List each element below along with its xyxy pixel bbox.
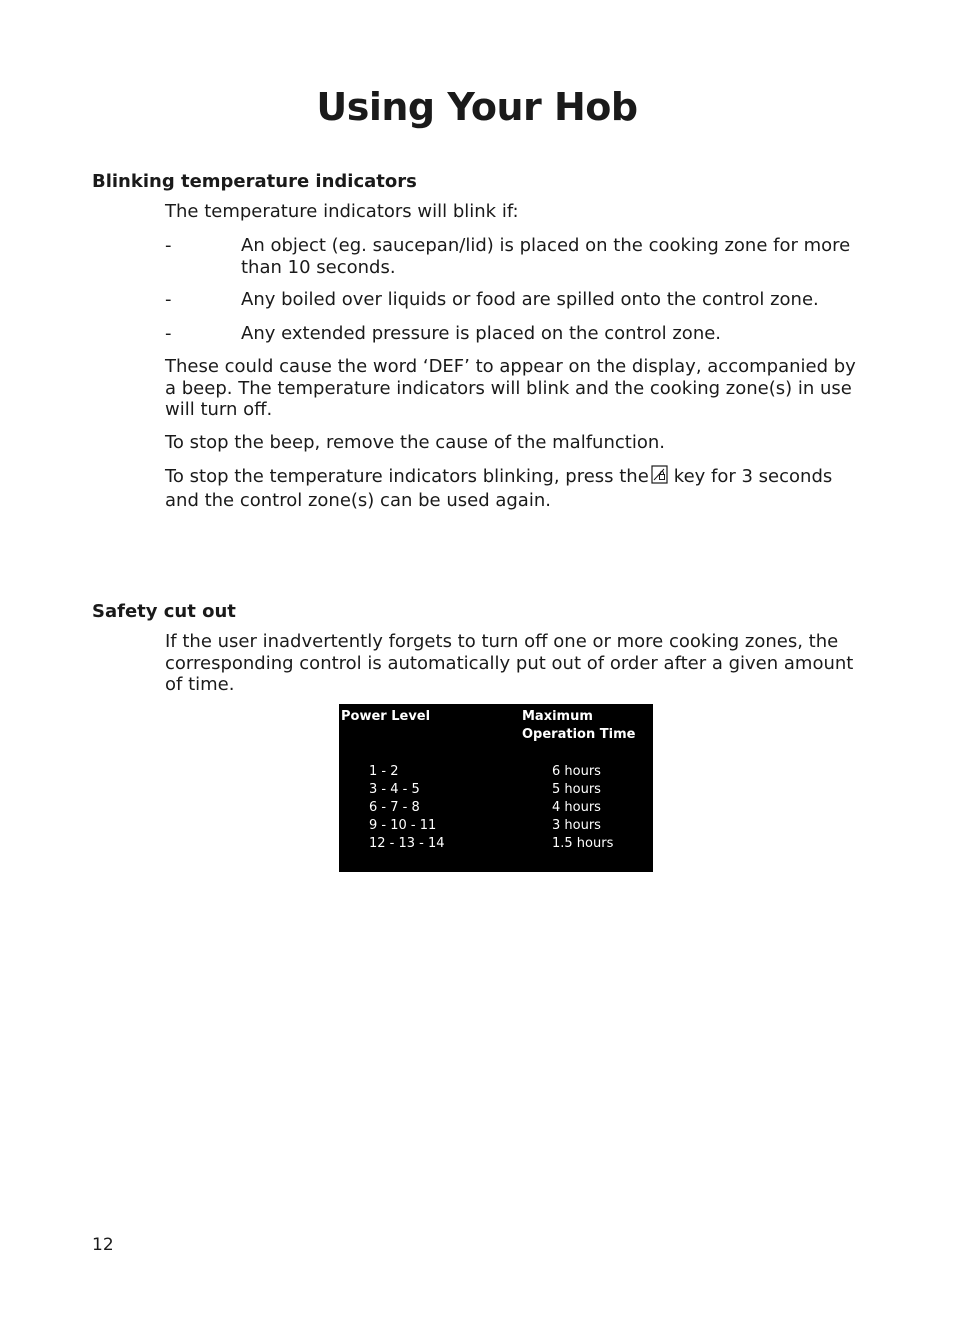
bullet-text: Any boiled over liquids or food are spilled onto the control zone.: [241, 289, 819, 310]
key-lock-icon: [651, 465, 668, 490]
table-column-time: [552, 763, 613, 853]
list-item: [165, 289, 865, 311]
key-paragraph: [165, 465, 865, 511]
table-cell-power: 9 - 10 - 11: [369, 818, 437, 833]
list-item: [165, 323, 865, 345]
bullet-dash: -: [165, 235, 172, 256]
table-cell-power: 12 - 13 - 14: [369, 836, 445, 851]
page-number: 12: [92, 1235, 114, 1255]
def-paragraph: These could cause the word ‘DEF’ to appear on the display, accompanied by a beep. The temperature indicators will blink and the cooking zone(s) in use will turn off.: [165, 356, 856, 420]
table-header-line: Maximum: [522, 709, 593, 724]
section-heading-safety: Safety cut out: [92, 601, 236, 622]
bullet-text: An object (eg. saucepan/lid) is placed on the cooking zone for more than 10 seconds.: [241, 235, 851, 278]
table-column-power: [369, 763, 445, 853]
table-header-operation-time: [522, 708, 635, 744]
table-cell-time: 6 hours: [552, 764, 601, 779]
table-cell-time: 1.5 hours: [552, 836, 614, 851]
page-title: Using Your Hob: [316, 85, 638, 129]
bullet-text: Any extended pressure is placed on the control zone.: [241, 323, 722, 344]
safety-paragraph: If the user inadvertently forgets to turn off one or more cooking zones, the corresponding control is automatically put out of order after a given amount of time.: [165, 631, 854, 695]
table-cell-time: 4 hours: [552, 800, 601, 815]
key-paragraph-end: key for 3 seconds and the control zone(s) can be used again.: [165, 466, 833, 511]
power-level-table: [339, 704, 653, 872]
key-paragraph-start: To stop the temperature indicators blinking, press the: [165, 466, 649, 487]
bullet-dash: -: [165, 289, 172, 310]
blinking-intro: The temperature indicators will blink if:: [165, 201, 519, 222]
table-cell-power: 1 - 2: [369, 764, 399, 779]
table-cell-power: 3 - 4 - 5: [369, 782, 420, 797]
table-cell-time: 5 hours: [552, 782, 601, 797]
list-item: [165, 235, 865, 278]
table-cell-time: 3 hours: [552, 818, 601, 833]
bullet-dash: -: [165, 323, 172, 344]
table-header-line: Operation Time: [522, 727, 636, 742]
table-cell-power: 6 - 7 - 8: [369, 800, 420, 815]
beep-paragraph: To stop the beep, remove the cause of the malfunction.: [165, 432, 665, 453]
table-header-power-level: Power Level: [341, 709, 431, 724]
section-heading-blinking: Blinking temperature indicators: [92, 171, 417, 192]
